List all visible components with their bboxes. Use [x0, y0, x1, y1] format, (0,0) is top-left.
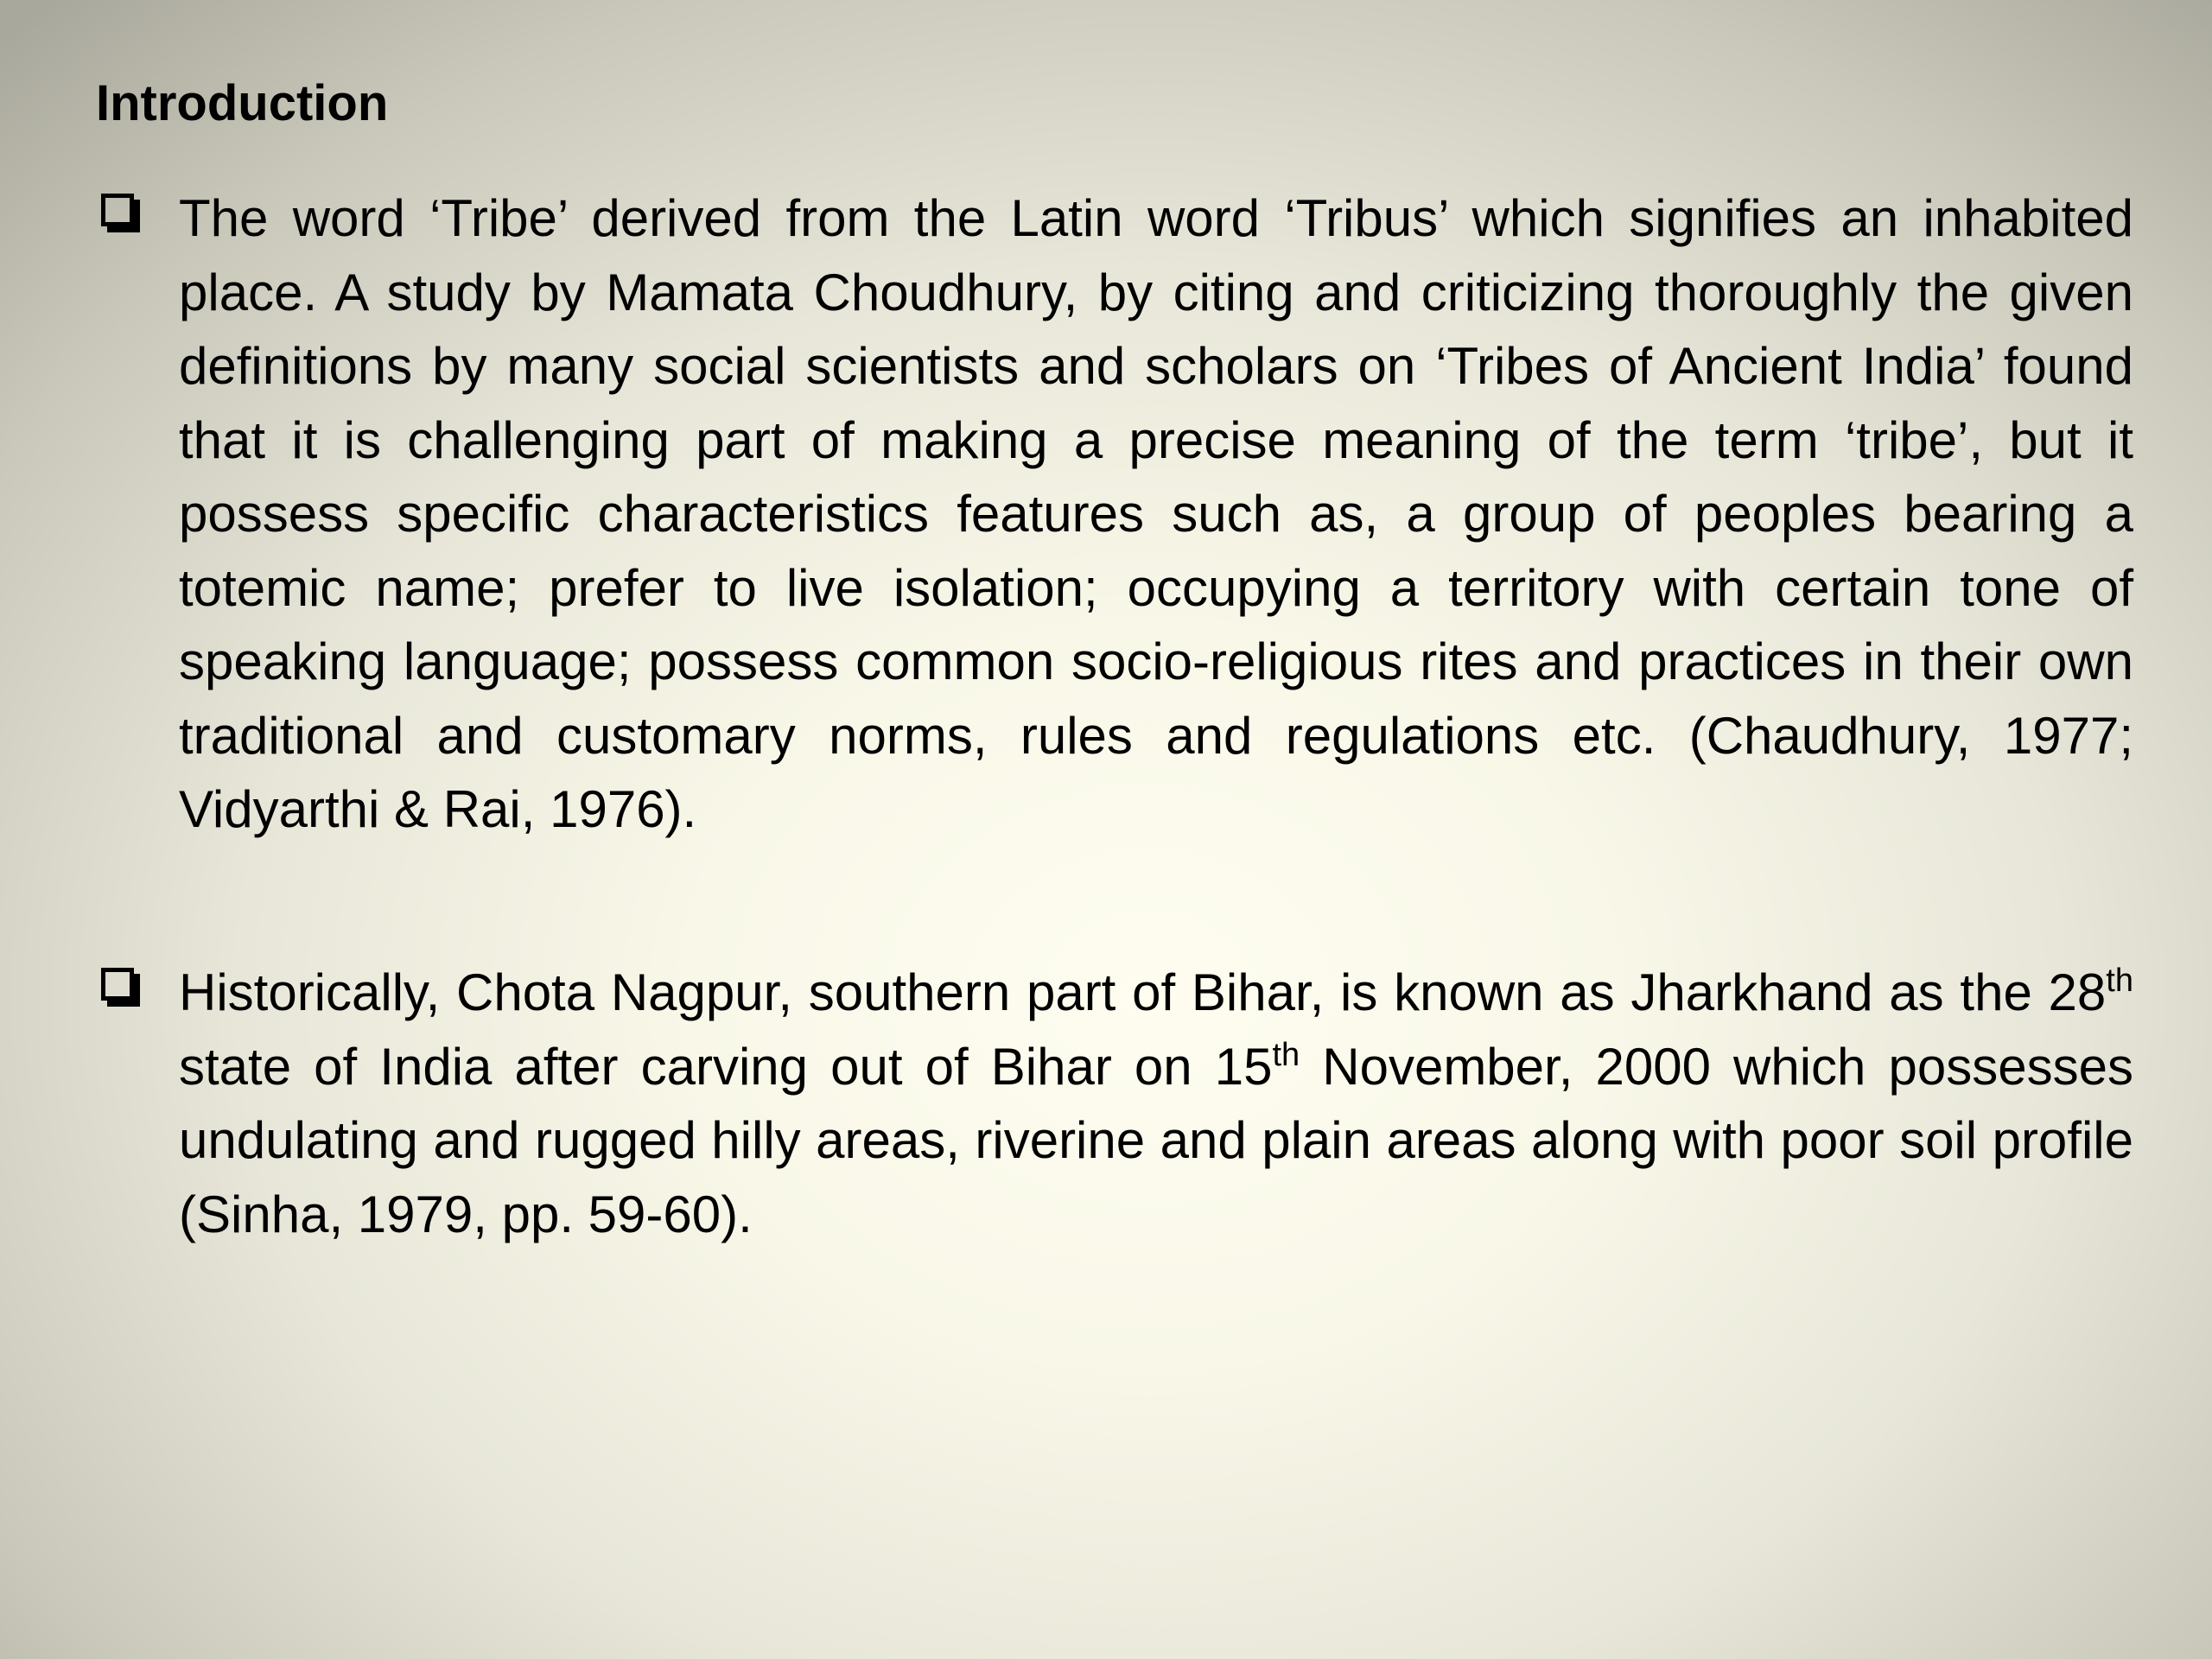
checkbox-bullet-icon — [101, 968, 134, 1001]
ordinal-superscript: th — [2106, 963, 2133, 999]
slide-title: Introduction — [96, 75, 389, 131]
bullet-text: The word ‘Tribe’ derived from the Latin word ‘Tribus’ which signifies an inhabited place. A study by Mamata Choudhury, by citing and criticizing thoroughly the given definitions by many social scientists and scholars on ‘Tribes of Ancient India’ found that it is challenging part of making a precise meaning of the term ‘tribe’, but it possess specific characteristics features such as, a group of peoples bearing a totemic name; prefer to live isolation; occupying a territory with certain tone of speaking language; possess common socio-religious rites and practices in their own traditional and customary norms, rules and regulations etc. (Chaudhury, 1977; Vidyarthi & Rai, 1976). — [179, 189, 2133, 838]
bullet-item-jharkhand-history — [96, 956, 2133, 1251]
bullet-item-tribe-definition — [96, 181, 2133, 847]
bullet-text-part: November, 2000 which possesses undulating and rugged hilly areas, riverine and plain areas along with poor soil profile (Sinha, 1979, pp. 59-60). — [179, 1037, 2133, 1243]
bullet-text — [179, 956, 2133, 1251]
bullet-text-part: Historically, Chota Nagpur, southern part of Bihar, is known as Jharkhand as the 28 — [179, 963, 2107, 1021]
ordinal-superscript: th — [1272, 1036, 1300, 1073]
bullet-text-part: state of India after carving out of Bihar on 15 — [179, 1037, 1273, 1096]
checkbox-bullet-icon — [101, 194, 134, 226]
